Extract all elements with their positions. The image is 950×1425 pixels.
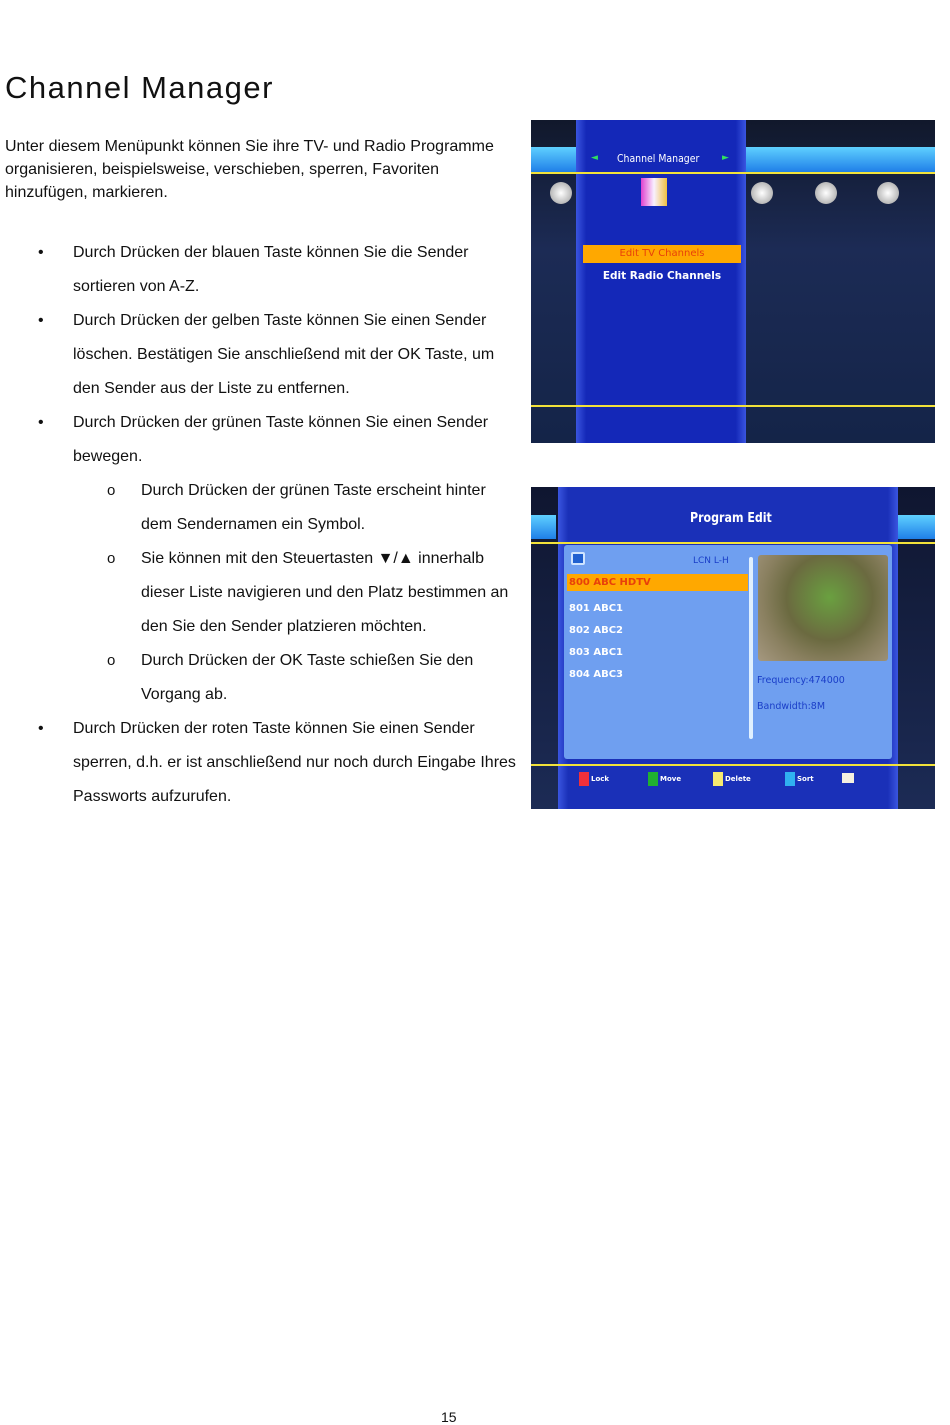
divider	[531, 172, 935, 174]
bullet: •	[38, 312, 44, 329]
fav-key-icon	[842, 773, 854, 783]
sub-list-item	[0, 644, 520, 712]
list-item	[0, 304, 520, 406]
lock-key	[579, 772, 609, 786]
instruction-list	[0, 236, 520, 814]
key-label: Lock	[591, 775, 610, 783]
installation-icon	[550, 182, 572, 204]
settings-icon	[815, 182, 837, 204]
sub-bullet-text: Durch Drücken der grünen Taste erscheint hinter dem Sendernamen ein Symbol.	[141, 482, 486, 533]
program-edit-screenshot	[531, 487, 935, 809]
red-key-icon	[579, 772, 589, 786]
menu-item-edit-tv[interactable]: Edit TV Channels	[583, 245, 741, 263]
key-label: Delete	[725, 775, 751, 783]
arrow-left-icon: ◄	[591, 153, 598, 163]
sort-key	[785, 772, 814, 786]
divider	[531, 405, 935, 407]
header-bar-left	[531, 515, 556, 539]
frequency: Frequency:474000	[757, 675, 845, 686]
tools-icon	[877, 182, 899, 204]
sub-list-item	[0, 474, 520, 542]
move-key	[648, 772, 681, 786]
bandwidth: Bandwidth:8M	[757, 701, 826, 712]
arrow-right-icon: ►	[722, 153, 729, 163]
delete-key	[713, 772, 751, 786]
list-item	[0, 406, 520, 474]
video-preview	[758, 555, 888, 661]
sub-list-item	[0, 542, 520, 644]
bullet-text: Durch Drücken der blauen Taste können Sie die Sender sortieren von A-Z.	[73, 244, 469, 295]
screen-title: Program Edit	[690, 511, 772, 526]
tv-icon	[571, 552, 585, 565]
menu-header: Channel Manager	[617, 152, 700, 165]
sub-bullet: o	[107, 550, 116, 567]
sub-bullet-text: Sie können mit den Steuertasten ▼/▲ innerhalb dieser Liste navigieren und den Platz bestimmen an den Sie den Sender platzieren möchten.	[141, 550, 509, 635]
channel-manager-screenshot	[531, 120, 935, 443]
sub-bullet: o	[107, 652, 116, 669]
channel-list	[569, 598, 623, 686]
bullet: •	[38, 414, 44, 431]
intro-paragraph: Unter diesem Menüpunkt können Sie ihre TV- und Radio Programme organisieren, beispielsweise, verschieben, sperren, Favoriten hinzufügen, markieren.	[5, 138, 494, 201]
channel-row[interactable]: 804 ABC3	[569, 669, 624, 680]
bullet-text: Durch Drücken der gelben Taste können Sie einen Sender löschen. Bestätigen Sie anschließend mit der OK Taste, um den Sender aus der Liste zu entfernen.	[73, 312, 495, 397]
sub-bullet-text: Durch Drücken der OK Taste schießen Sie den Vorgang ab.	[141, 652, 474, 703]
yellow-key-icon	[713, 772, 723, 786]
channel-row[interactable]: 803 ABC1	[569, 647, 624, 658]
sort-mode: LCN L-H	[693, 556, 729, 566]
channel-row-selected[interactable]: 800 ABC HDTV	[567, 574, 748, 591]
key-label: Move	[660, 775, 682, 783]
channel-manager-icon	[641, 178, 667, 206]
bullet-text: Durch Drücken der grünen Taste können Sie einen Sender bewegen.	[73, 414, 489, 465]
bullet: •	[38, 244, 44, 261]
green-key-icon	[648, 772, 658, 786]
header-bar-right	[898, 515, 935, 539]
page-number: 15	[441, 1409, 457, 1425]
blue-key-icon	[785, 772, 795, 786]
key-label: Sort	[797, 775, 814, 783]
list-item	[0, 712, 520, 814]
user-icon	[751, 182, 773, 204]
scrollbar[interactable]	[749, 557, 753, 739]
page-title: Channel Manager	[5, 70, 274, 105]
sub-bullet: o	[107, 482, 116, 499]
list-item	[0, 236, 520, 304]
divider	[531, 764, 935, 766]
divider	[531, 542, 935, 544]
channel-row[interactable]: 802 ABC2	[569, 625, 624, 636]
channel-row[interactable]: 801 ABC1	[569, 603, 624, 614]
bullet-text: Durch Drücken der roten Taste können Sie einen Sender sperren, d.h. er ist anschließend nur noch durch Eingabe Ihres Passworts aufzurufen.	[73, 720, 516, 805]
menu-item-edit-radio[interactable]: Edit Radio Channels	[602, 270, 722, 282]
bullet: •	[38, 720, 44, 737]
